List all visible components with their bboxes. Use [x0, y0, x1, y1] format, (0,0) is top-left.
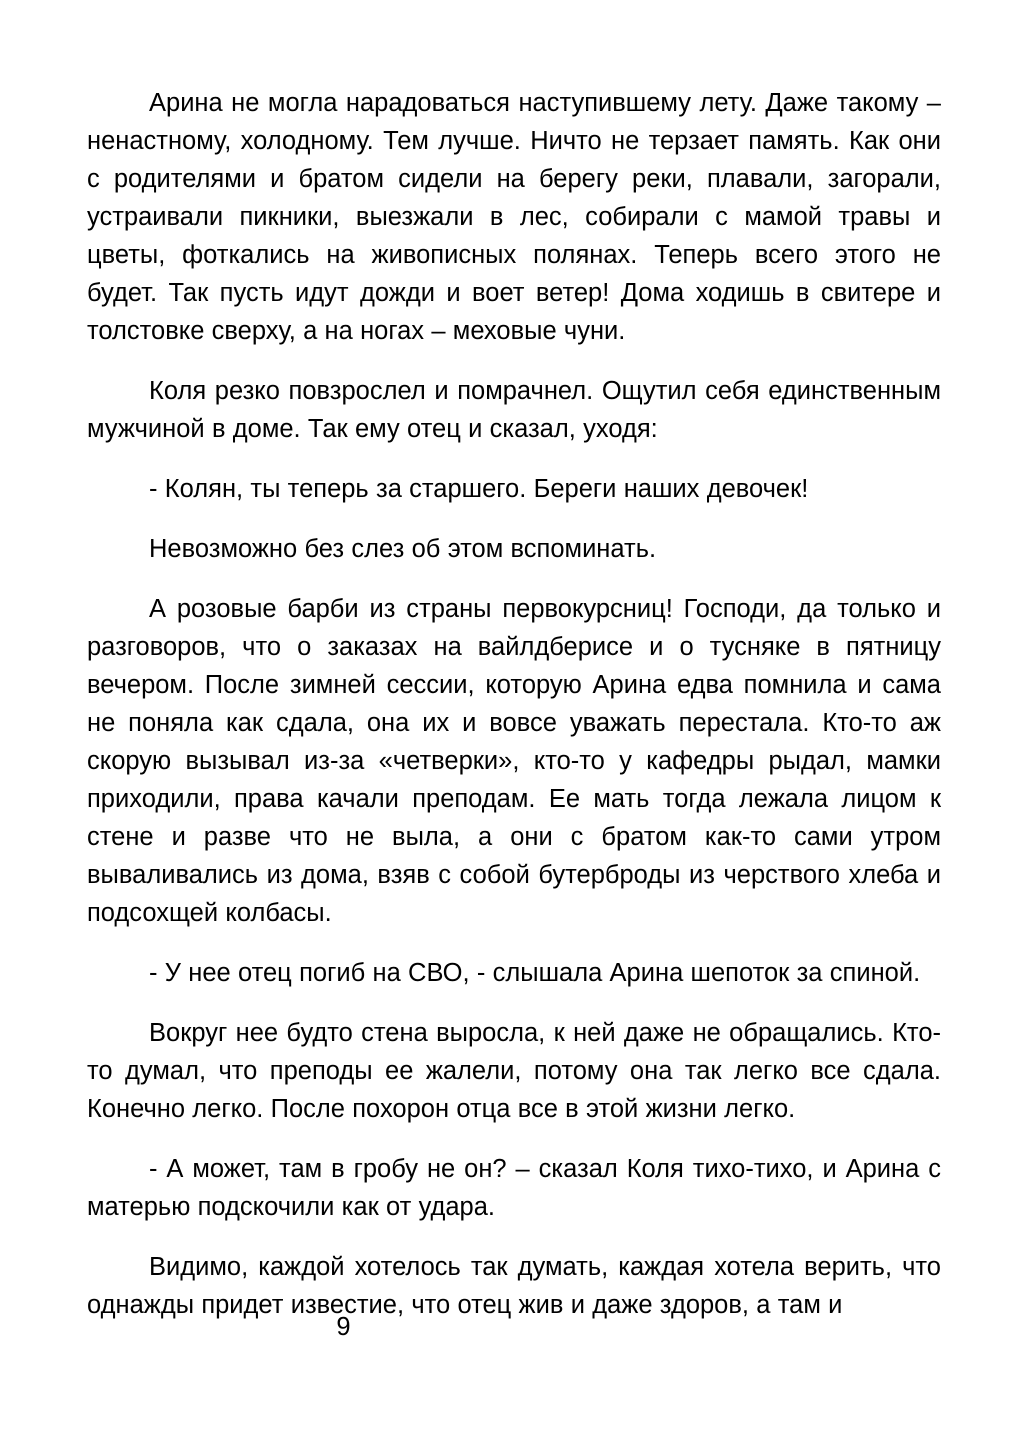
- paragraph: Арина не могла нарадоваться наступившему лету. Даже такому – ненастному, холодному. Тем лучше. Ничто не терзает память. Как они с родителями и братом сидели на берегу реки, плавали, загорали, устраивали пикники, выезжали в лес, собирали с мамой травы и цветы, фоткались на живописных полянах. Теперь всего этого не будет. Так пусть идут дожди и воет ветер! Дома ходишь в свитере и толстовке сверху, а на ногах – меховые чуни.: [87, 89, 941, 345]
- paragraph: - А может, там в гробу не он? – сказал Коля тихо-тихо, и Арина с матерью подскочили как от удара.: [87, 1155, 941, 1221]
- paragraph: Вокруг нее будто стена выросла, к ней даже не обращались. Кто-то думал, что преподы ее жалели, потому она так легко все сдала. Конечно легко. После похорон отца все в этой жизни легко.: [87, 1019, 941, 1123]
- page-body-text: [87, 84, 941, 1324]
- page-number: 9: [336, 1313, 351, 1341]
- paragraph: - Колян, ты теперь за старшего. Береги наших девочек!: [149, 475, 809, 503]
- paragraph: Коля резко повзрослел и помрачнел. Ощутил себя единственным мужчиной в доме. Так ему отец и сказал, уходя:: [87, 377, 941, 443]
- paragraph: Видимо, каждой хотелось так думать, каждая хотела верить, что однажды придет известие, что отец жив и даже здоров, а там и: [87, 1253, 941, 1319]
- paragraph: - У нее отец погиб на СВО, - слышала Арина шепоток за спиной.: [149, 959, 921, 987]
- paragraph: А розовые барби из страны первокурсниц! Господи, да только и разговоров, что о заказах на вайлдберисе и о тусняке в пятницу вечером. После зимней сессии, которую Арина едва помнила и сама не поняла как сдала, она их и вовсе уважать перестала. Кто-то аж скорую вызывал из-за «четверки», кто-то у кафедры рыдал, мамки приходили, права качали преподам. Ее мать тогда лежала лицом к стене и разве что не выла, а они с братом как-то сами утром вываливались из дома, взяв с собой бутерброды из черствого хлеба и подсохщей колбасы.: [87, 595, 941, 927]
- paragraph: Невозможно без слез об этом вспоминать.: [149, 535, 657, 563]
